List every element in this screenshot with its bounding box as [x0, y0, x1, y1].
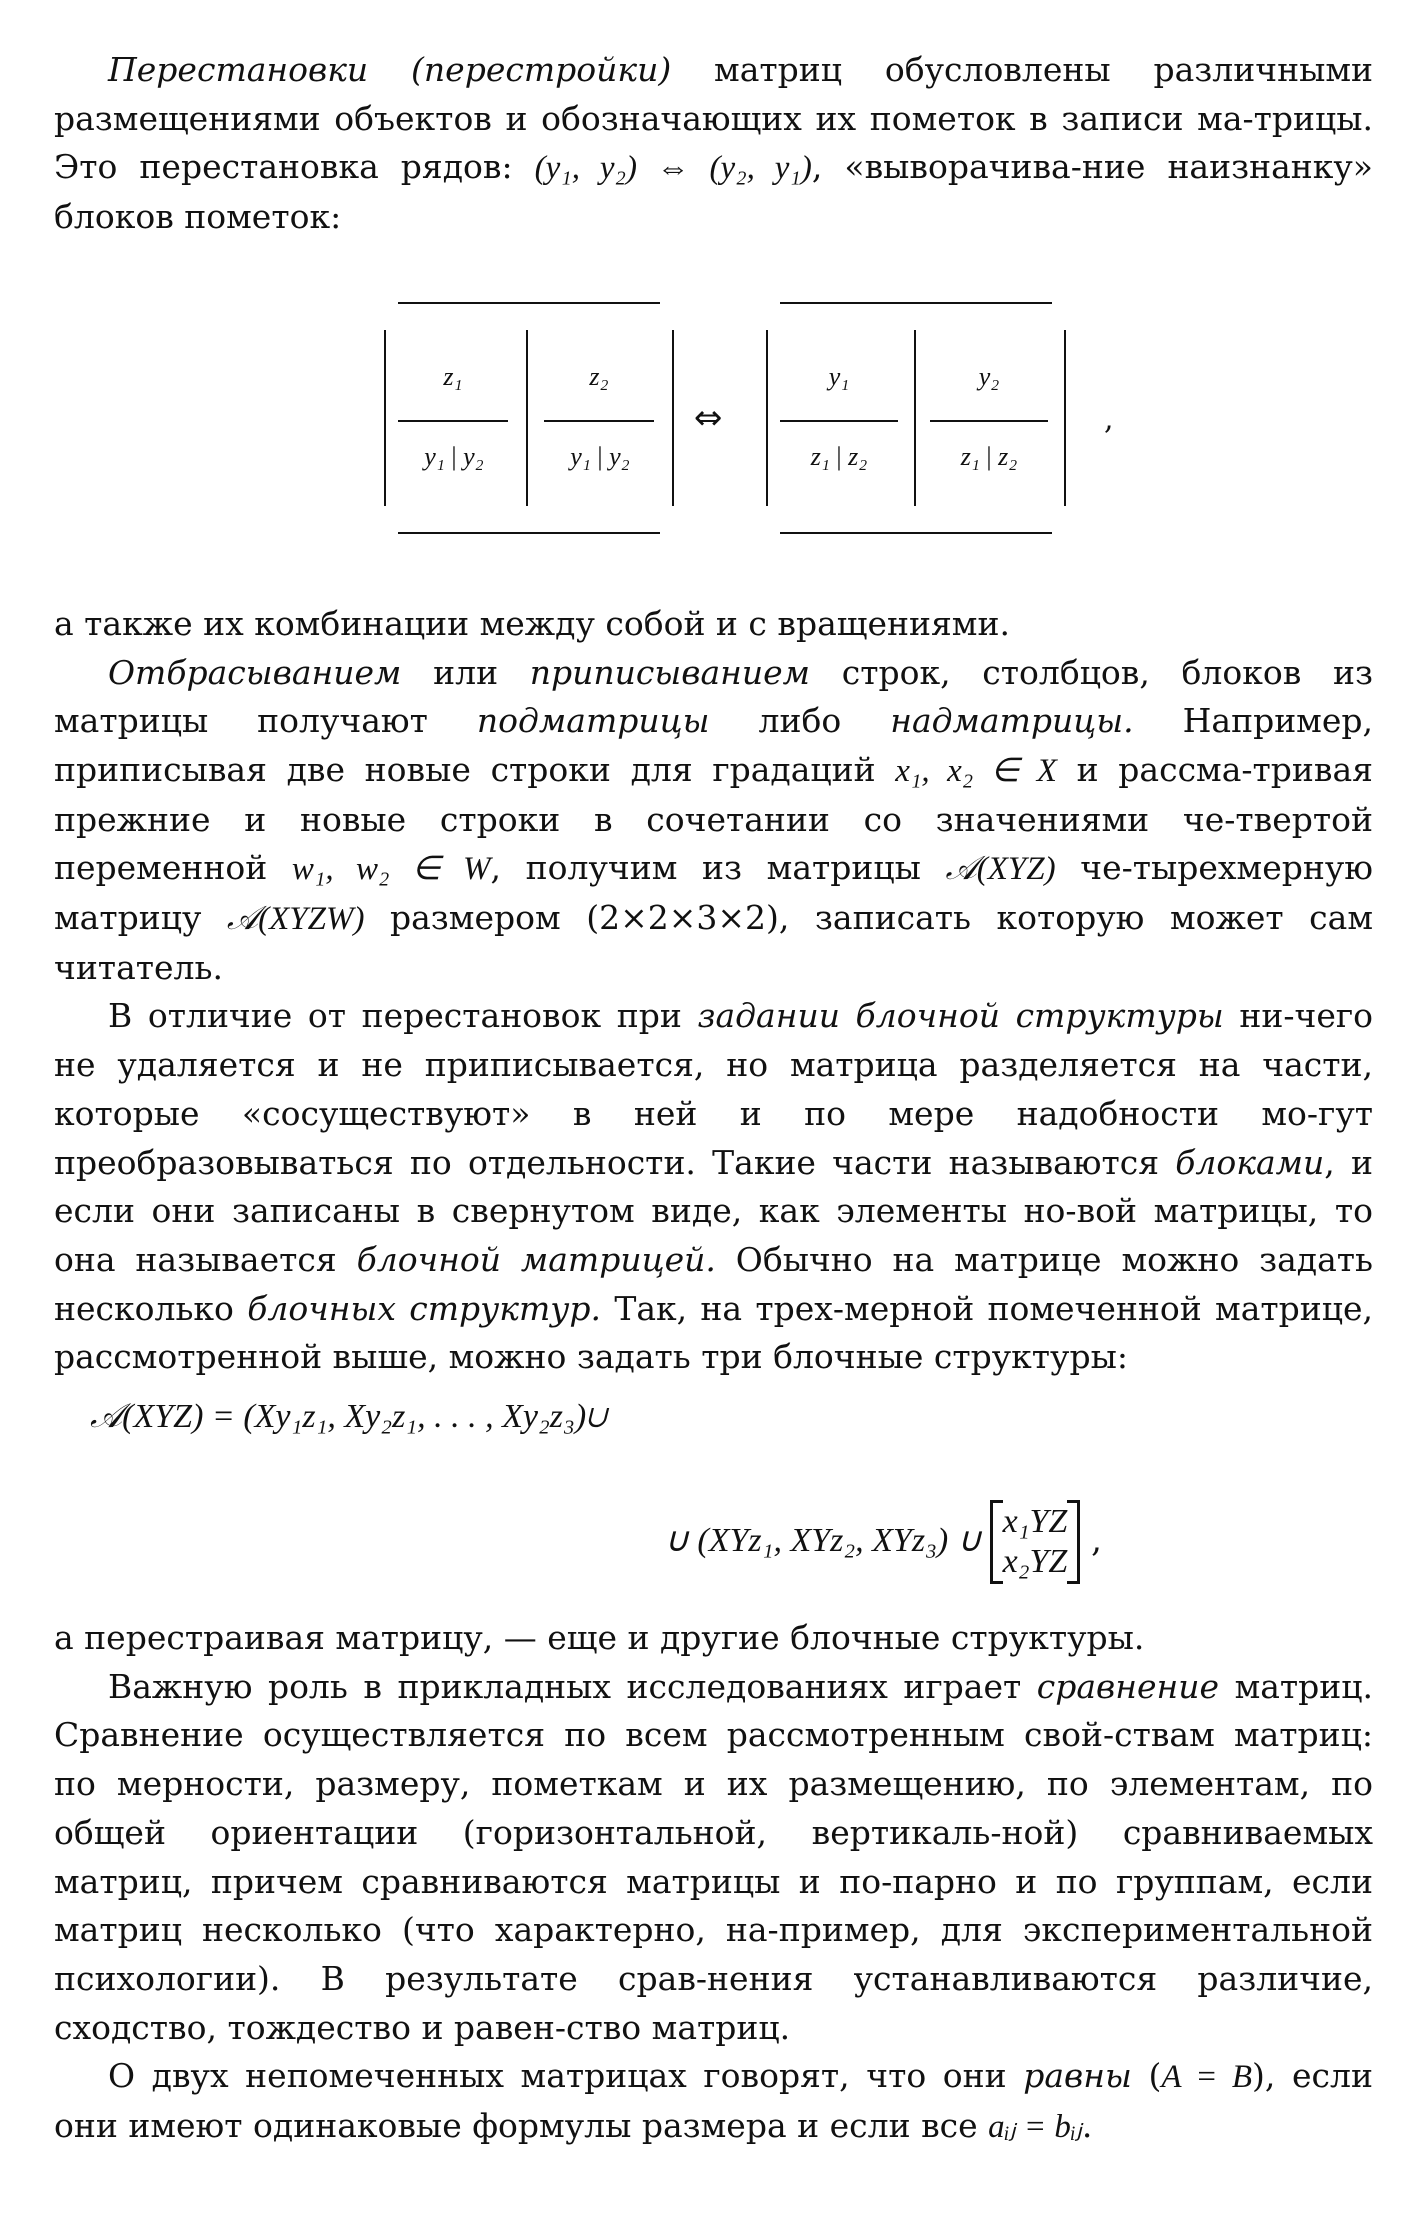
paragraph-block-structure: В отличие от перестановок при задании блочной структуры ни-чего не удаляется и не приписывается, но матрица разделяется на части, которые «сосуществуют» в ней и по мере надобности мо-гут преобразовываться по отдельности. Такие части называются блоками, и если они записаны в свернутом виде, как элементы но-вой матрицы, то она называется блочной матрицей. Обычно на матрице можно задать несколько блочных структур. Так, на трех-мерной помеченной матрице, рассмотренной выше, можно задать три блочные структуры:	[54, 996, 1374, 1377]
label-top: y₂	[978, 361, 1000, 391]
block-structure-formula	[54, 1390, 1373, 1608]
label-top: z₁	[443, 361, 463, 391]
formula-line-2: ∪ (XYz₁, XYz₂, XYz₃) ∪ x₁YZ x₂YZ ,	[664, 1500, 1102, 1584]
column-vector: x₁YZ x₂YZ	[990, 1500, 1081, 1584]
label-bottom-pair: z₁ | z₂	[810, 441, 868, 471]
left-label-block	[384, 302, 674, 534]
label-bottom-pair: z₁ | z₂	[960, 441, 1018, 471]
formula-row-swap: (y₁, y₂) ⇔ (y₂, y₁)	[534, 150, 812, 187]
right-label-block	[766, 302, 1066, 534]
term-permutations: Перестановки (перестройки)	[108, 50, 672, 89]
equivalence-arrow: ⇔	[694, 397, 723, 438]
paragraph-permutations: Перестановки (перестройки) матриц обусловлены различными размещениями объектов и обозначающих их пометок в записи ма-трицы. Это перестановка рядов: (y₁, y₂) ⇔ (y₂, y₁), «выворачива-ние наизнанку» блоков пометок:	[54, 50, 1373, 237]
diagram-comma: ,	[1104, 401, 1114, 437]
paragraph-combinations: а также их комбинации между собой и с вращениями.	[54, 603, 1010, 643]
label-top: y₁	[828, 361, 850, 391]
paragraph-rebuild: а перестраивая матрицу, — еще и другие блочные структуры.	[54, 1618, 1145, 1658]
label-bottom-pair: y₁ | y₂	[424, 441, 484, 471]
label-bottom-pair: y₁ | y₂	[570, 441, 630, 471]
formula-line-1: 𝒜(XYZ) = (Xy₁z₁, Xy₂z₁, . . . , Xy₂z₃)∪	[90, 1398, 606, 1436]
paragraph-comparison: Важную роль в прикладных исследованиях играет сравнение матриц. Сравнение осуществляется по всем рассмотренным свой-ствам матриц: по мерности, размеру, пометкам и их размещению, по элементам, по общей ориентации (горизонтальной, вертикаль-ной) сравниваемых матриц, причем сравниваются матрицы и по-парно и по группам, если матриц несколько (что характерно, на-пример, для экспериментальной психологии). В результате срав-нения устанавливаются различие, сходство, тождество и равен-ство матриц.	[54, 1666, 1374, 2047]
paragraph-submatrices: Отбрасыванием или приписыванием строк, столбцов, блоков из матрицы получают подматрицы либо надматрицы. Например, приписывая две новые строки для градаций x₁, x₂ ∈ X и рассма-тривая прежние и новые строки в сочетании со значениями че-твертой переменной w₁, w₂ ∈ W, получим из матрицы 𝒜(XYZ) че-тырехмерную матрицу 𝒜(XYZW) размером (2×2×3×2), записать которую может сам читатель.	[54, 652, 1373, 987]
paragraph-equality: О двух непомеченных матрицах говорят, что они равны (A = B), если они имеют одинаковые формулы размера и если все aᵢⱼ = bᵢⱼ.	[54, 2056, 1373, 2146]
block-inversion-diagram	[54, 302, 1373, 534]
label-top: z₂	[589, 361, 609, 391]
